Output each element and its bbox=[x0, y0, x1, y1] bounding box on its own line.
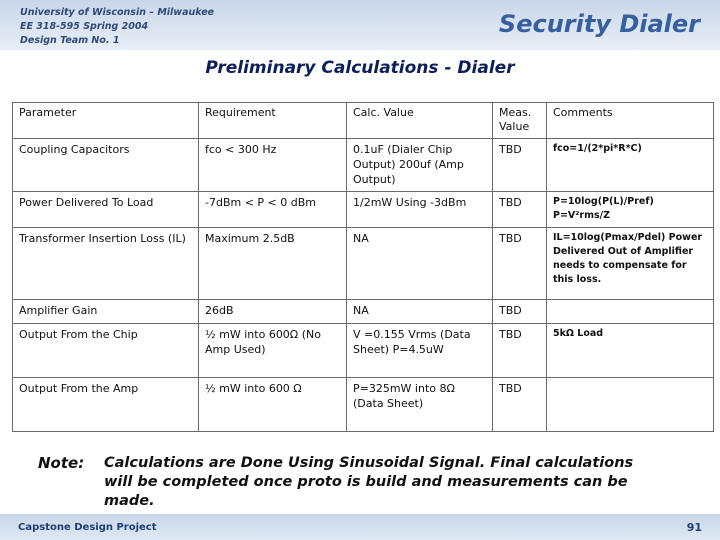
cell-comment: P=10log(P(L)/Pref) P=V²rms/Z bbox=[547, 192, 714, 228]
cell-comment: 5kΩ Load bbox=[547, 324, 714, 378]
cell-meas-value: TBD bbox=[493, 300, 547, 324]
cell-parameter: Transformer Insertion Loss (IL) bbox=[13, 228, 199, 300]
cell-calc-value: P=325mW into 8Ω (Data Sheet) bbox=[347, 378, 493, 432]
cell-parameter: Coupling Capacitors bbox=[13, 139, 199, 192]
cell-requirement: Maximum 2.5dB bbox=[199, 228, 347, 300]
cell-comment bbox=[547, 300, 714, 324]
footer-project-name: Capstone Design Project bbox=[18, 522, 157, 533]
column-header-comments: Comments bbox=[547, 103, 714, 139]
cell-meas-value: TBD bbox=[493, 378, 547, 432]
cell-meas-value: TBD bbox=[493, 192, 547, 228]
university-name: University of Wisconsin – Milwaukee bbox=[20, 7, 215, 18]
cell-comment bbox=[547, 378, 714, 432]
column-header-parameter: Parameter bbox=[13, 103, 199, 139]
cell-comment: IL=10log(Pmax/Pdel) Power Delivered Out of Amplifier needs to compensate for this loss. bbox=[547, 228, 714, 300]
presentation-title: Security Dialer bbox=[498, 10, 700, 38]
column-header-meas-value: Meas. Value bbox=[493, 103, 547, 139]
cell-parameter: Amplifier Gain bbox=[13, 300, 199, 324]
note-label: Note: bbox=[38, 454, 85, 472]
table-row bbox=[13, 324, 714, 378]
cell-requirement: ½ mW into 600 Ω bbox=[199, 378, 347, 432]
cell-requirement: -7dBm < P < 0 dBm bbox=[199, 192, 347, 228]
calculations-table bbox=[12, 102, 714, 432]
cell-calc-value: NA bbox=[347, 228, 493, 300]
cell-meas-value: TBD bbox=[493, 324, 547, 378]
column-header-requirement: Requirement bbox=[199, 103, 347, 139]
column-header-calc-value: Calc. Value bbox=[347, 103, 493, 139]
cell-calc-value: V =0.155 Vrms (Data Sheet) P=4.5uW bbox=[347, 324, 493, 378]
table-row bbox=[13, 192, 714, 228]
cell-parameter: Output From the Chip bbox=[13, 324, 199, 378]
team-name: Design Team No. 1 bbox=[20, 35, 120, 46]
note-text: Calculations are Done Using Sinusoidal Signal. Final calculations will be completed once proto is build and measurements can be made. bbox=[104, 455, 634, 509]
page-number: 91 bbox=[686, 521, 702, 534]
cell-meas-value: TBD bbox=[493, 228, 547, 300]
header-info bbox=[20, 6, 214, 48]
table-row bbox=[13, 378, 714, 432]
cell-calc-value: 1/2mW Using -3dBm bbox=[347, 192, 493, 228]
cell-parameter: Output From the Amp bbox=[13, 378, 199, 432]
cell-comment: fco=1/(2*pi*R*C) bbox=[547, 139, 714, 192]
table-header-row bbox=[13, 103, 714, 139]
table-row bbox=[13, 228, 714, 300]
page-title: Preliminary Calculations - Dialer bbox=[205, 58, 515, 78]
cell-parameter: Power Delivered To Load bbox=[13, 192, 199, 228]
footer-bar bbox=[0, 514, 720, 540]
cell-meas-value: TBD bbox=[493, 139, 547, 192]
cell-calc-value: NA bbox=[347, 300, 493, 324]
table-row bbox=[13, 139, 714, 192]
header-bar bbox=[0, 0, 720, 50]
course-name: EE 318-595 Spring 2004 bbox=[20, 21, 149, 32]
cell-requirement: fco < 300 Hz bbox=[199, 139, 347, 192]
table-row bbox=[13, 300, 714, 324]
cell-requirement: ½ mW into 600Ω (No Amp Used) bbox=[199, 324, 347, 378]
cell-requirement: 26dB bbox=[199, 300, 347, 324]
cell-calc-value: 0.1uF (Dialer Chip Output) 200uf (Amp Output) bbox=[347, 139, 493, 192]
